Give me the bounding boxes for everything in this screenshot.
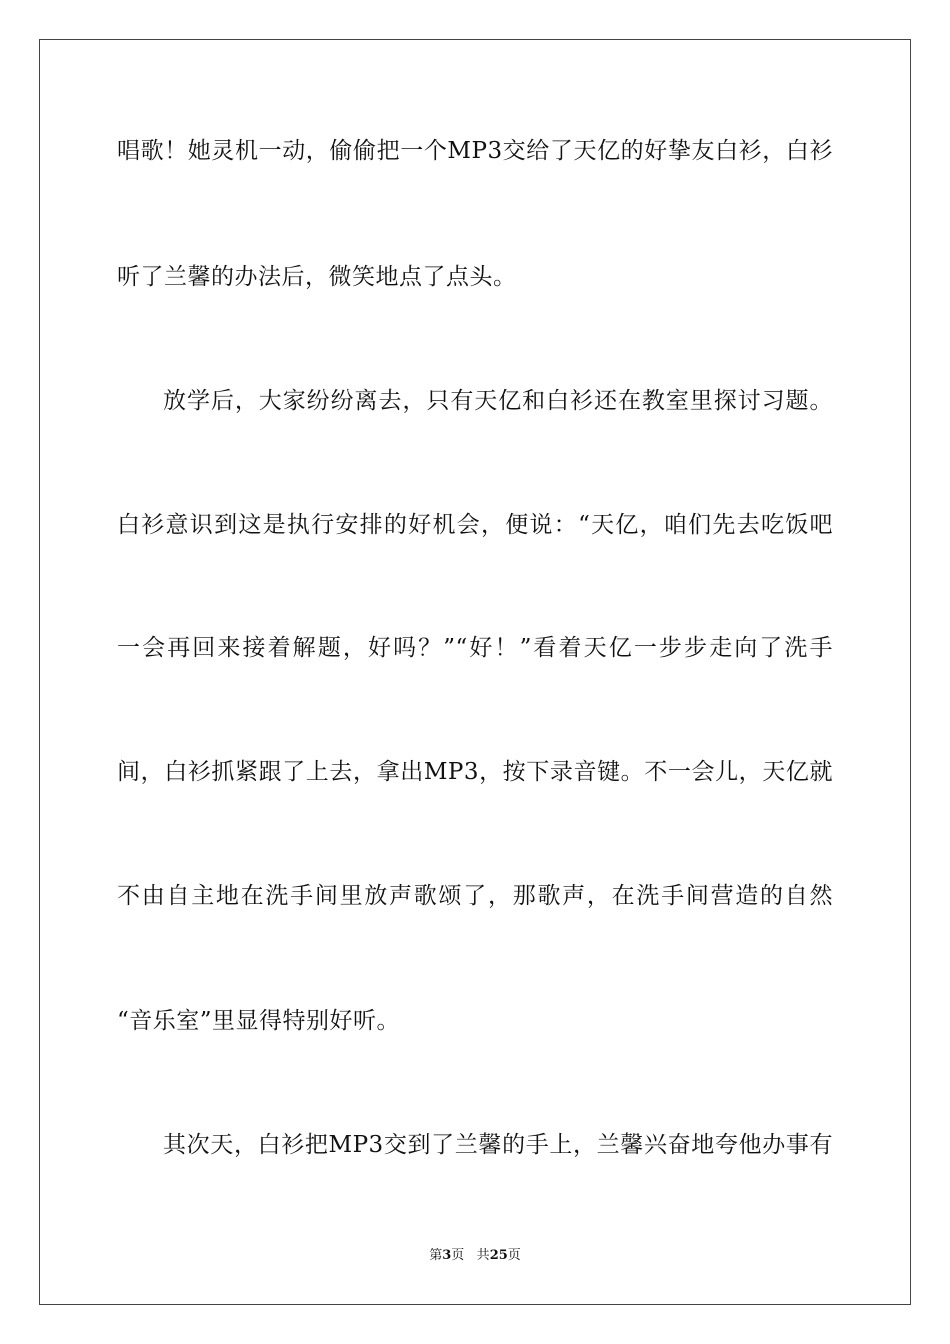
text-line-7: 不由自主地在洗手间里放声歌颂了，那歌声，在洗手间营造的自然 (117, 883, 833, 909)
text-line-9: 其次天，白衫把MP3交到了兰馨的手上，兰馨兴奋地夸他办事有 (163, 1132, 833, 1158)
footer-total-suffix: 页 (507, 1248, 521, 1263)
text-line-3: 放学后，大家纷纷离去，只有天亿和白衫还在教室里探讨习题。 (163, 388, 833, 414)
text-line-5: 一会再回来接着解题，好吗？”“好！”看着天亿一步步走向了洗手 (117, 635, 833, 661)
current-page-number: 3 (442, 1248, 452, 1263)
page-footer (0, 1247, 950, 1265)
text-line-8: “音乐室”里显得特别好听。 (117, 1008, 401, 1034)
text-line-1: 唱歌！她灵机一动，偷偷把一个MP3交给了天亿的好挚友白衫，白衫 (117, 138, 833, 164)
text-line-4: 白衫意识到这是执行安排的好机会，便说：“天亿，咱们先去吃饭吧 (117, 512, 833, 538)
text-line-2: 听了兰馨的办法后，微笑地点了点头。 (117, 264, 517, 290)
text-line-6: 间，白衫抓紧跟了上去，拿出MP3，按下录音键。不一会儿，天亿就 (117, 759, 833, 785)
footer-page-suffix: 页 (451, 1248, 465, 1263)
footer-prefix: 第 (429, 1248, 443, 1263)
page-border (39, 39, 911, 1305)
total-pages-number: 25 (489, 1248, 508, 1263)
footer-total-prefix: 共 (476, 1248, 490, 1263)
